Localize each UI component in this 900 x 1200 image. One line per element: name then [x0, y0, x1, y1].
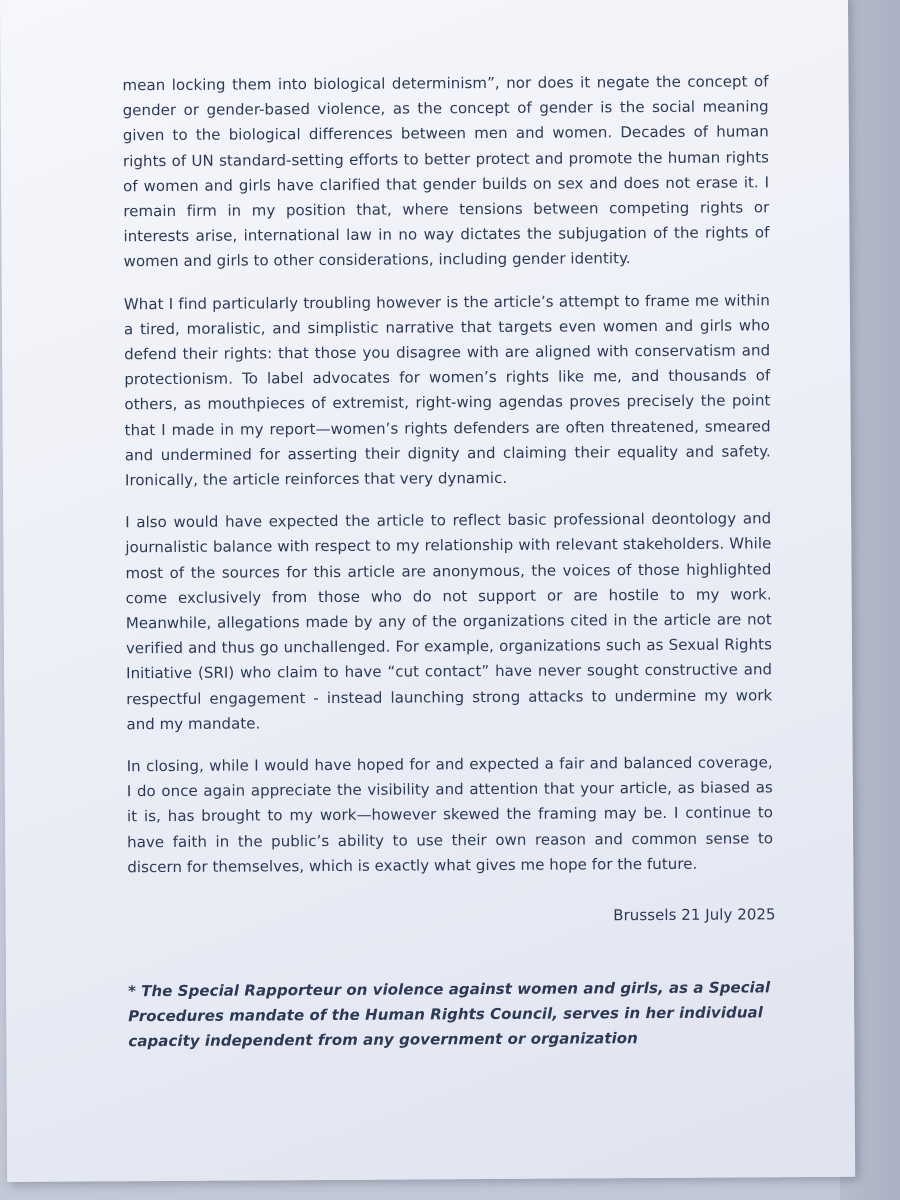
paragraph-2: What I find particularly troubling however is the article’s attempt to frame me within a tired, moralistic, and simplistic narrative that targets even women and girls who defend their rights: that those you disagree with are aligned with conservatism and protectionism. To label advocates for women’s rights like me, and thousands of others, as mouthpieces of extremist, right-wing agendas proves precisely the point that I made in my report—women’s rights defenders are often threatened, smeared and undermined for asserting their dignity and claiming their equality and safety. Ironically, the article reinforces that very dynamic. — [123, 290, 771, 490]
paragraph-4: In closing, while I would have hoped for and expected a fair and balanced coverage, I do once again appreciate the visibility and attention that your article, as biased as it is, has brought to my work—however skewed the framing may be. I continue to have faith in the public’s ability to use their own reason and common sense to discern for themselves, which is exactly what gives me hope for the future. — [126, 753, 774, 877]
place-date: Brussels 21 July 2025 — [613, 905, 776, 925]
paragraph-1: mean locking them into biological determinism”, nor does it negate the concept of gender or gender-based violence, as the concept of gender is the social meaning given to the biological differences between men and women. Decades of human rights of UN standard-setting efforts to better protect and promote the human rights of women and girls have clarified that gender builds on sex and does not erase it. I remain firm in my position that, where tensions between competing rights or interests arise, international law in no way dictates the subjugation of the rights of women and girls to other considerations, including gender identity. — [122, 72, 770, 271]
letter-body — [122, 69, 774, 1054]
paragraph-3: I also would have expected the article to reflect basic professional deontology and journalistic balance with respect to my relationship with relevant stakeholders. While most of the sources for this article are anonymous, the voices of those highlighted come exclusively from those who do not support or are hostile to my work. Meanwhile, allegations made by any of the organizations cited in the article are not verified and thus go unchallenged. For example, organizations such as Sexual Rights Initiative (SRI) who claim to have “cut contact” have never sought constructive and respectful engagement - instead launching strong attacks to undermine my work and my mandate. — [125, 509, 773, 734]
footnote: * The Special Rapporteur on violence against women and girls, as a Special Procedures mandate of the Human Rights Council, serves in her individual capacity independent from any government or organization — [128, 978, 771, 1051]
